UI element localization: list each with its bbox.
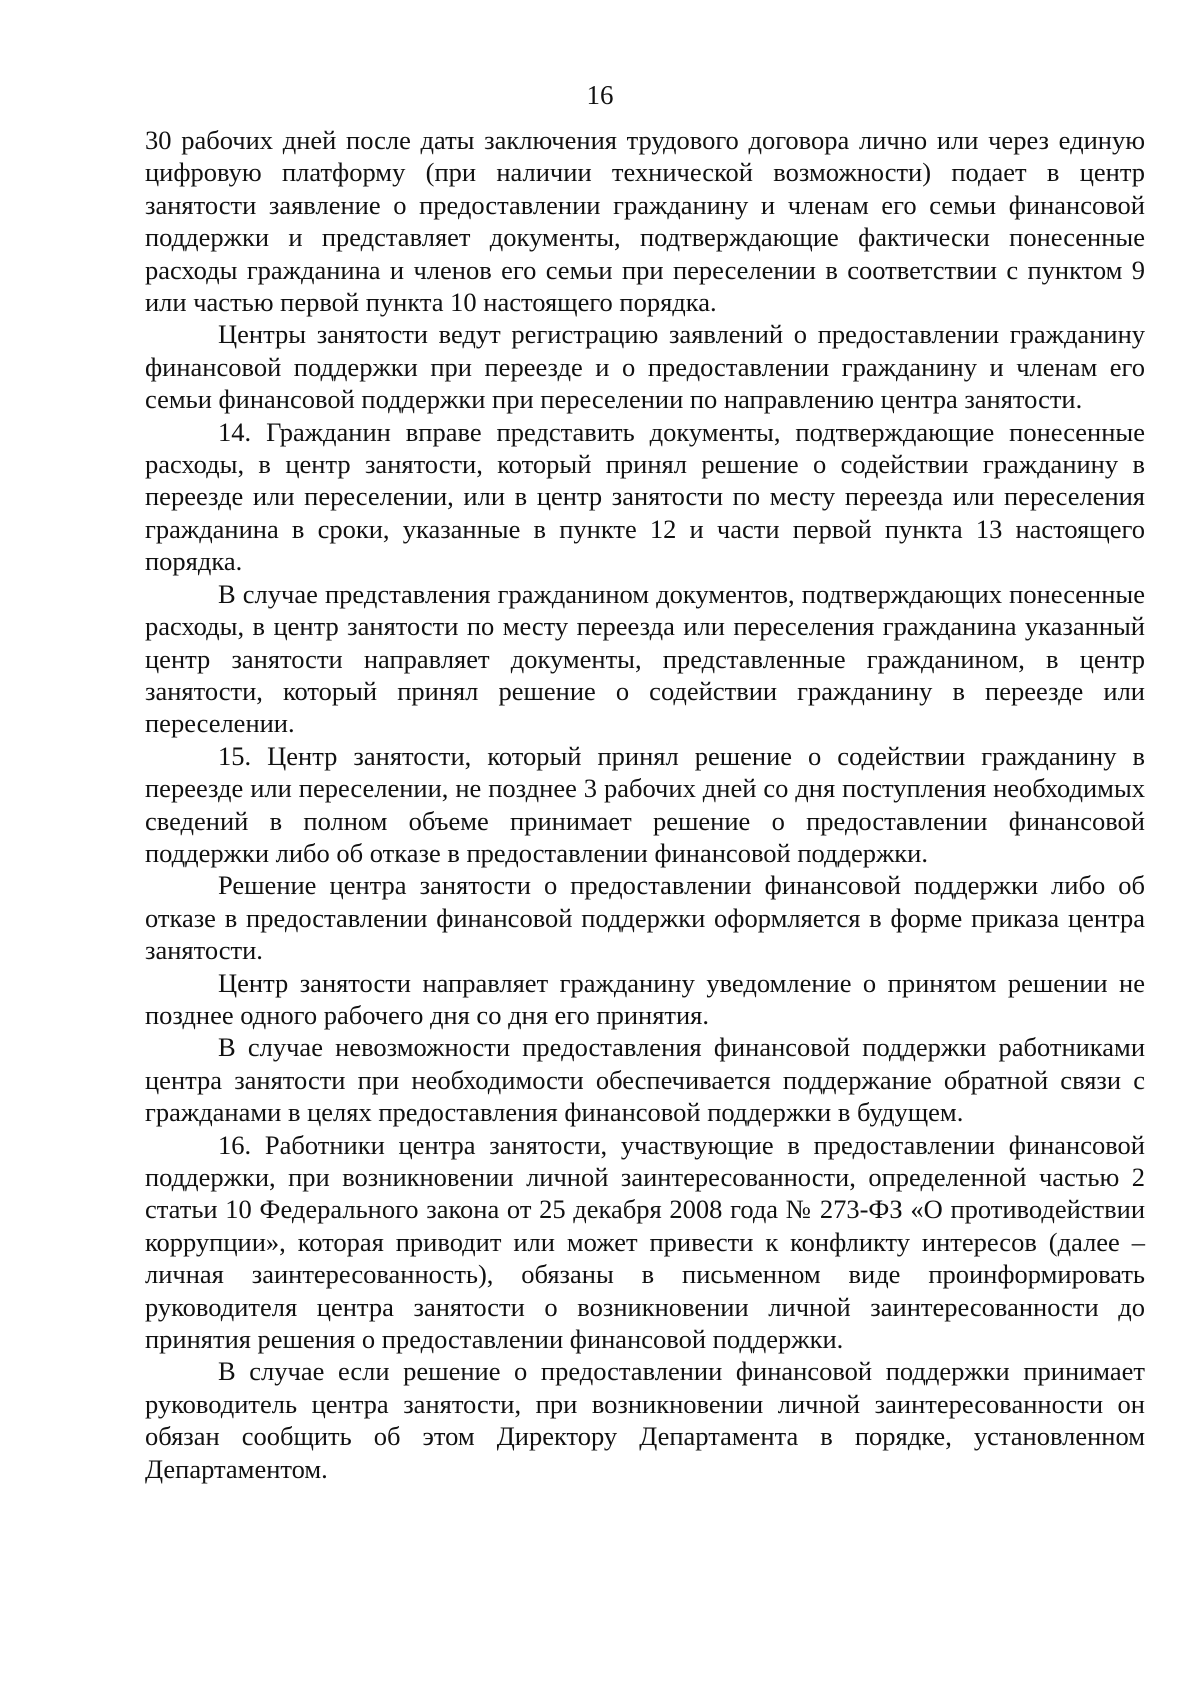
paragraph-registration: Центры занятости ведут регистрацию заявлений о предоставлении гражданину финансовой поддержки при переезде и о предоставлении гражданину и членам его семьи финансовой поддержки при переселении по направлению центра занятости.: [145, 319, 1145, 415]
paragraph-notification: Центр занятости направляет гражданину уведомление о принятом решении не позднее одного рабочего дня со дня его принятия.: [145, 967, 1145, 1030]
paragraph-item-14: 14. Гражданин вправе представить документы, подтверждающие понесенные расходы, в центр занятости, который принял решение о содействии гражданину в переезде или переселении, или в центр занятости по месту переезда или переселения гражданина в сроки, указанные в пункте 12 и части первой пункта 13 настоящего порядка.: [145, 416, 1145, 577]
document-body: [145, 124, 1145, 1485]
paragraph-decision-order: Решение центра занятости о предоставлении финансовой поддержки либо об отказе в предоставлении финансовой поддержки оформляется в форме приказа центра занятости.: [145, 870, 1145, 966]
paragraph-feedback: В случае невозможности предоставления финансовой поддержки работниками центра занятости при необходимости обеспечивается поддержание обратной связи с гражданами в целях предоставления финансовой поддержки в будущем.: [145, 1032, 1145, 1128]
page-number: 16: [586, 80, 614, 110]
paragraph-item-16: 16. Работники центра занятости, участвующие в предоставлении финансовой поддержки, при возникновении личной заинтересованности, определенной частью 2 статьи 10 Федерального закона от 25 декабря 2008 года № 273-ФЗ «О противодействии коррупции», которая приводит или может привести к конфликту интересов (далее – личная заинтересованность), обязаны в письменном виде проинформировать руководителя центра занятости о возникновении личной заинтересованности до принятия решения о предоставлении финансовой поддержки.: [145, 1129, 1145, 1355]
paragraph-documents-forwarding: В случае представления гражданином документов, подтверждающих понесенные расходы, в центр занятости по месту переезда или переселения гражданина указанный центр занятости направляет документы, представленные гражданином, в центр занятости, который принял решение о содействии гражданину в переезде или переселении.: [145, 578, 1145, 739]
paragraph-continuation: 30 рабочих дней после даты заключения трудового договора лично или через единую цифровую платформу (при наличии технической возможности) подает в центр занятости заявление о предоставлении гражданину и членам его семьи финансовой поддержки и представляет документы, подтверждающие фактически понесенные расходы гражданина и членов его семьи при переселении в соответствии с пунктом 9 или частью первой пункта 10 настоящего порядка.: [145, 125, 1145, 318]
paragraph-item-15: 15. Центр занятости, который принял решение о содействии гражданину в переезде или переселении, не позднее 3 рабочих дней со дня поступления необходимых сведений в полном объеме принимает решение о предоставлении финансовой поддержки либо об отказе в предоставлении финансовой поддержки.: [145, 740, 1145, 868]
paragraph-director-report: В случае если решение о предоставлении финансовой поддержки принимает руководитель центра занятости, при возникновении личной заинтересованности он обязан сообщить об этом Директору Департамента в порядке, установленном Департаментом.: [145, 1356, 1145, 1484]
